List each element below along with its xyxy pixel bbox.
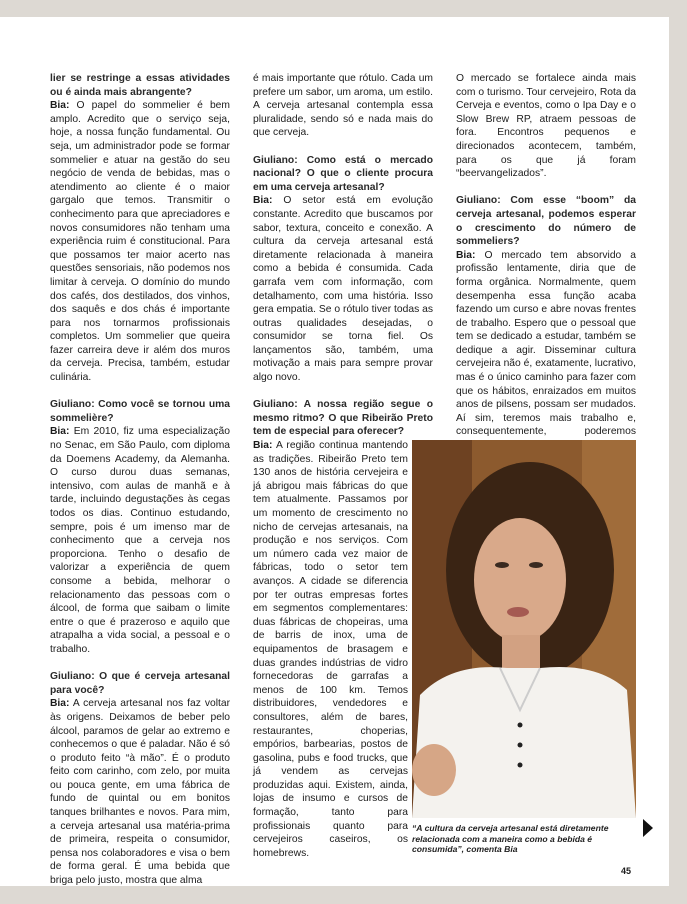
question: Giuliano: Como está o mercado nacional? O que o cliente procura em uma cerveja artesanal? bbox=[253, 154, 433, 193]
text-column-1 bbox=[50, 72, 230, 888]
question: Giuliano: Com esse “boom” da cerveja artesanal, podemos esperar o crescimento do número de sommeliers? bbox=[456, 195, 636, 248]
speaker-label: Bia: bbox=[50, 426, 70, 438]
interview-photo bbox=[412, 440, 636, 818]
answer bbox=[253, 439, 408, 860]
answer-text: A cerveja artesanal nos faz voltar às origens. Deixamos de beber pelo álcool, paramos de gelar ao extremo e conhecemos o que é paladar. Não é só o produto feito “à mão”. É o produto feito com carinho, com zelo, por muita ou pouca gente, em uma fábrica de fundo de quintal ou em bonitos tanques brilhantes e novos. Para mim, a cerveja artesanal usa matéria-prima de primeira, respeita o consumidor, pensa nos colaboradores e visa o bem de forma geral. É uma bebida que briga pelo justo, mostra que alma bbox=[50, 698, 230, 887]
answer bbox=[50, 99, 230, 384]
text-column-2 bbox=[253, 72, 433, 860]
answer-text: O setor está em evolução constante. Acredito que buscamos por sabor, textura, conceito e conexão. A cultura da cerveja artesanal está diretamente relacionada à maneira como a bebida é consumida. Cada garrafa vem com informação, com detalhamento, com uma história. Isso gera empatia. Se o rótulo tiver todas as outras qualidades desejadas, o consumidor se torna fiel. Os lançamentos são, também, uma motivação a mais para sempre provar algo novo. bbox=[253, 195, 433, 384]
page-number: 45 bbox=[621, 866, 632, 876]
answer-text: O papel do sommelier é bem amplo. Acredito que o serviço seja, hoje, a nossa função fundamental. Ou seja, um administrador pode se formar sommelier e atuar na gestão do seu negócio de venda de bebidas, mas o atendimento ao cliente é o maior gargalo que temos. Transmitir o conhecimento para que apreciadores e novos consumidores não tenham uma experiência ruim é constitucional. Para que possamos ter maior acerto nas questões sensoriais, não podemos nos limitar à cerveja. O domínio do mundo dos cafés, dos destilados, dos vinhos, dos saquês e dos chás é importante para nos tornarmos profissionais completos. Um sommelier que queira fazer carreira deve ir além dos muros da cerveja. Precisa, também, estudar culinária. bbox=[50, 100, 230, 384]
answer-text: A região continua mantendo as tradições. Ribeirão Preto tem 130 anos de história cervejeira e já abrigou mais fábricas do que tem atualmente. Passamos por um momento de crescimento no nicho de cervejas artesanais, na produção e nos serviços. Com um número cada vez maior de fábricas, todo o setor tem avanços. A cidade se diferencia por ter outras empresas fortes em segmentos complementares: duas fábricas de chopeiras, uma de barris de inox, uma de equipamentos de brasagem e duas grandes indústrias de vidro fornecedoras de garrafas a menos de 100 km. Temos distribuidores, vendedores e consultores, além de bares, restaurantes, choperias, empórios, barbearias, postos de gasolina, pubs e food trucks, que já vendem as cervejas produzidas aqui. Existem, ainda, lojas de insumo e cursos de formação, tanto para profissionais quanto para cervejeiros caseiros, os homebrews. bbox=[253, 440, 408, 859]
question: Giuliano: Como você se tornou uma sommelière? bbox=[50, 399, 230, 424]
speaker-label: Bia: bbox=[253, 195, 273, 207]
speaker-label: Bia: bbox=[50, 100, 70, 112]
answer bbox=[50, 697, 230, 887]
paragraph: é mais importante que rótulo. Cada um prefere um sabor, um aroma, um estilo. A cerveja artesanal contempla essa pluralidade, sendo só e nada mais do que cerveja. bbox=[253, 73, 433, 139]
answer bbox=[50, 425, 230, 656]
portrait-illustration bbox=[412, 440, 636, 818]
speaker-label: Bia: bbox=[50, 698, 70, 710]
text-column-3 bbox=[456, 72, 636, 453]
speaker-label: Bia: bbox=[456, 249, 476, 261]
question: lier se restringe a essas atividades ou é ainda mais abrangente? bbox=[50, 73, 230, 98]
speaker-label: Bia: bbox=[253, 440, 273, 452]
next-page-arrow-icon bbox=[643, 819, 653, 837]
question: Giuliano: A nossa região segue o mesmo ritmo? O que Ribeirão Preto tem de especial para oferecer? bbox=[253, 399, 433, 438]
answer bbox=[456, 249, 636, 453]
answer-text: Em 2010, fiz uma especialização no Senac, em São Paulo, com diploma da Doemens Academy, da Alemanha. O curso durou duas semanas, intensivo, com aulas de manhã e à tarde, incluindo degustações às cegas todos os dias. Continuo estudando, sempre, pois é um imenso mar de conhecimento que a cerveja nos proporciona. Tenho o desafio de valorizar a experiência de quem consome a bebida, melhorar o relacionamento das pessoas com o álcool, de forma que saibam o limite entre o que é prazeroso e aquilo que atrapalha a vida social, a pessoal e o trabalho. bbox=[50, 426, 230, 655]
paragraph: O mercado se fortalece ainda mais com o turismo. Tour cervejeiro, Rota da Cerveja e eventos, como o Ipa Day e o Slow Brew RP, atraem pessoas de fora. Encontros pequenos e direcionados acontecem, também, para os que já foram “beervangelizados”. bbox=[456, 73, 636, 180]
answer-text: O mercado tem absorvido a profissão lentamente, diria que de forma orgânica. Normalmente, quem desempenha essa função acaba fazendo um curso e abre novas frentes de trabalho. Espero que o pessoal que tem se dedicado a estudar, também se dedique a agir. Disseminar cultura cervejeira não é, exatamente, lucrativo, mas é o único caminho para fazer com que os hábitos, enraizados em muitos anos de pilsens, possam ser mudados. Aí sim, teremos mais trabalho e, consequentemente, poderemos bbox=[456, 249, 636, 438]
answer bbox=[253, 194, 433, 384]
photo-caption: “A cultura da cerveja artesanal está diretamente relacionada com a maneira como a bebida é consumida”, comenta Bia bbox=[412, 823, 609, 854]
question: Giuliano: O que é cerveja artesanal para você? bbox=[50, 671, 230, 696]
